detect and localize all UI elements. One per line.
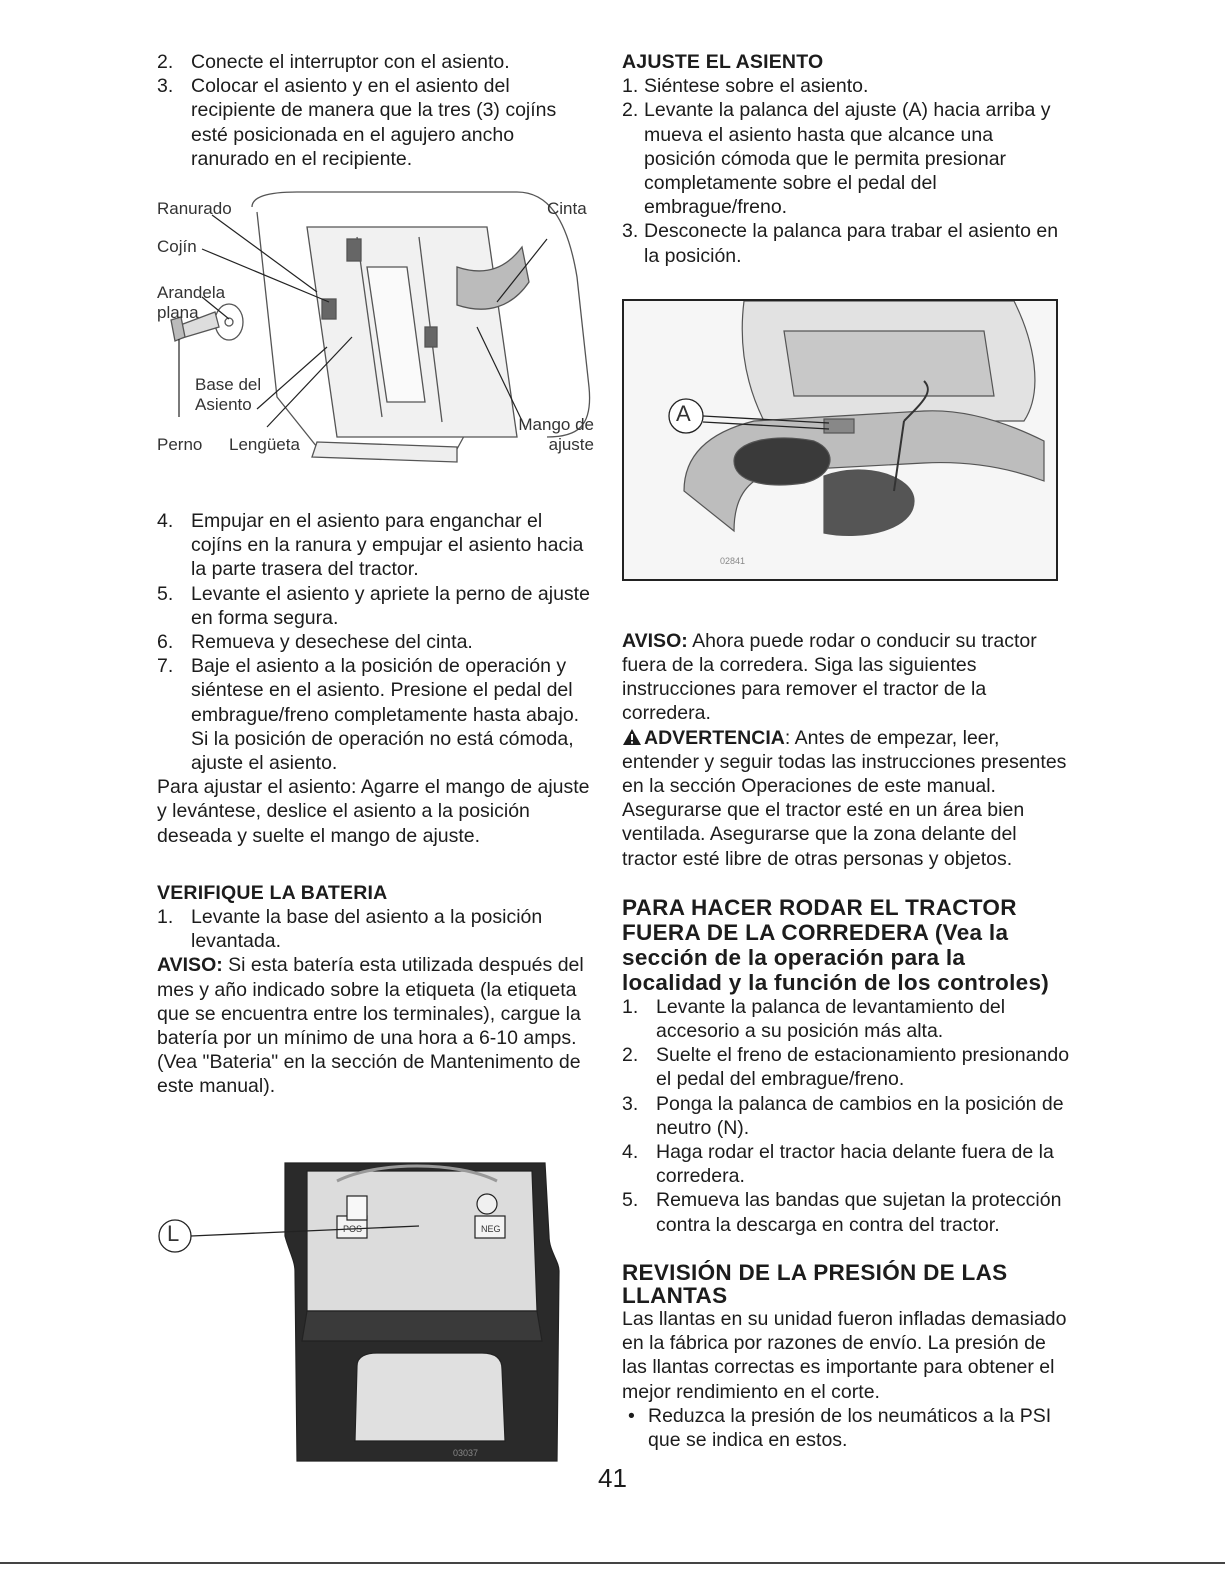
list-item: 1. Levante la palanca de levantamiento del accesorio a su posición más alta. xyxy=(622,995,1006,1043)
callout-l: L xyxy=(167,1220,180,1246)
label-mango: Mango de ajuste xyxy=(518,415,594,455)
tire-paragraph: Las llantas en su unidad fueron infladas demasiado en la fábrica por razones de envío. La presión de las llantas correctas es importante para obtener el mejor rendimiento en el corte. xyxy=(622,1307,1067,1403)
battery-aviso: AVISO: Si esta batería esta utilizada después del mes y año indicado sobre la etiqueta (la etiqueta que se encuentra entre los terminales), cargue la batería por un mínimo de una hora a 6-10 amps. (Vea "Bateria" en la sección de Mantenimento de este manual). xyxy=(157,954,584,1098)
pos-label: POS xyxy=(343,1223,363,1234)
list-item: 2. Levante la palanca del ajuste (A) hacia arriba y mueva el asiento hasta que alcance una posición cómoda que le permita presionar completamente sobre el pedal del embrague/freno. xyxy=(622,99,1051,219)
figure-code: 03037 xyxy=(453,1447,479,1458)
list-item: 5. Remueva las bandas que sujetan la protección contra la descarga en contra del tractor. xyxy=(622,1189,1062,1236)
label-perno: Perno xyxy=(157,435,203,455)
roll-steps xyxy=(622,995,1070,1237)
list-item: 2. Suelte el freno de estacionamiento presionando el pedal del embrague/freno. xyxy=(622,1044,1070,1091)
list-item: 3. Colocar el asiento y en el asiento del recipiente de manera que la tres (3) cojíns esté posicionada en el agujero ancho ranurado en el recipiente. xyxy=(157,75,557,170)
battery-illustration xyxy=(157,1141,597,1481)
label-base: Base del Asiento xyxy=(195,375,262,415)
install-steps-top xyxy=(157,50,597,171)
install-steps-bottom xyxy=(157,509,597,775)
list-item: 5. Levante el asiento y apriete la perno de ajuste en forma segura. xyxy=(157,582,590,629)
label-ranurado: Ranurado xyxy=(157,199,232,219)
battery-steps xyxy=(157,905,597,953)
list-item: 3. Desconecte la palanca para trabar el asiento en la posición. xyxy=(622,220,1059,267)
warning-paragraph: ADVERTENCIA: Antes de empezar, leer, entender y seguir todas las instrucciones presentes en la sección Operaciones de este manual. Asegurarse que el tractor esté en un área bien ventilada. Asegurarse que la zona delante del tractor esté libre de otras personas y objetos. xyxy=(622,726,1067,870)
page-number: 41 xyxy=(598,1463,627,1493)
adjust-paragraph: Para ajustar el asiento: Agarre el mango de ajuste y levántese, deslice el asiento a la posición deseada y suelte el mango de ajuste. xyxy=(157,776,590,847)
right-column xyxy=(622,50,1070,1452)
list-item: 6. Remueva y desechese del cinta. xyxy=(157,631,473,654)
label-lengueta: Lengüeta xyxy=(229,435,300,455)
battery-figure xyxy=(157,1141,597,1481)
seat-adjust-title: AJUSTE EL ASIENTO xyxy=(622,51,824,73)
roll-tractor-title: PARA HACER RODAR EL TRACTOR FUERA DE LA CORREDERA (Vea la sección de la operación para la localidad y la función de los controles) xyxy=(622,894,1050,995)
roll-aviso: AVISO: Ahora puede rodar o conducir su tractor fuera de la corredera. Siga las siguientes instrucciones para remover el tractor de la corredera. xyxy=(622,629,1037,725)
seat-adjust-figure xyxy=(622,299,1058,581)
list-item: 7. Baje el asiento a la posición de operación y siéntese en el asiento. Presione el pedal del embrague/freno completamente hasta abajo. Si la posición de operación no está cómoda, ajuste el asiento. xyxy=(157,655,580,775)
list-item: 1. Levante la base del asiento a la posición levantada. xyxy=(157,906,543,953)
list-item: 4. Empujar en el asiento para enganchar el cojíns en la ranura y empujar el asiento hacia la parte trasera del tractor. xyxy=(157,510,584,581)
tire-bullet: • Reduzca la presión de los neumáticos a la PSI que se indica en estos. xyxy=(628,1404,1052,1451)
list-item: 4. Haga rodar el tractor hacia delante fuera de la corredera. xyxy=(622,1141,1054,1188)
neg-label: NEG xyxy=(481,1223,501,1234)
tire-pressure-title: REVISIÓN DE LA PRESIÓN DE LAS LLANTAS xyxy=(622,1259,1008,1308)
bottom-rule xyxy=(0,1562,1225,1564)
label-cojin: Cojín xyxy=(157,237,197,257)
warning-icon xyxy=(622,728,642,746)
label-cinta: Cinta xyxy=(547,199,587,219)
list-item: 1. Siéntese sobre el asiento. xyxy=(622,75,869,98)
figure-code: 02841 xyxy=(720,555,746,566)
list-item: 3. Ponga la palanca de cambios en la posición de neutro (N). xyxy=(622,1092,1064,1139)
seat-adjust-steps xyxy=(622,74,1070,268)
battery-title: VERIFIQUE LA BATERIA xyxy=(157,881,388,904)
label-arandela: Arandela plana xyxy=(157,283,226,323)
left-column xyxy=(157,50,597,1481)
seat-lever-illustration xyxy=(624,301,1056,579)
seat-installation-figure xyxy=(157,187,597,477)
callout-a: A xyxy=(676,400,691,426)
list-item: 2. Conecte el interruptor con el asiento. xyxy=(157,51,510,73)
